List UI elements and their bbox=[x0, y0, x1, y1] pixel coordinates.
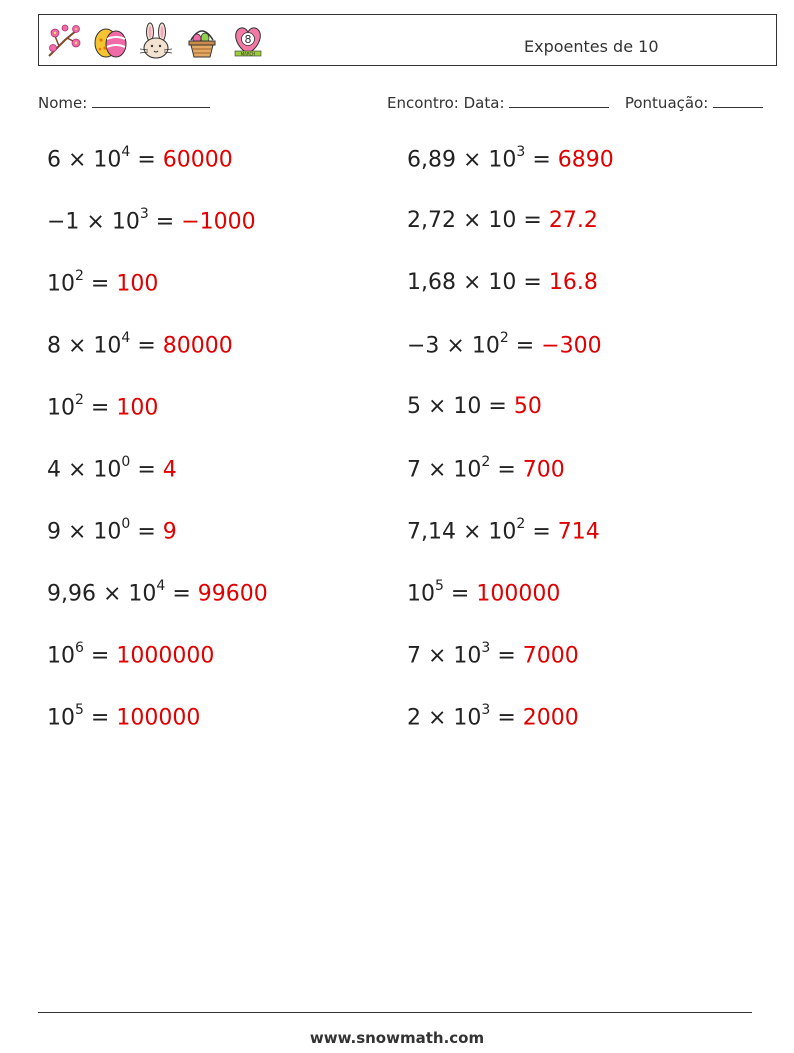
problem-question: −1 × 10 bbox=[47, 209, 140, 235]
problem-exponent: 0 bbox=[121, 516, 131, 532]
problem-item bbox=[407, 704, 579, 730]
problem-question: 7,14 × 10 bbox=[407, 519, 517, 545]
problem-item bbox=[47, 580, 268, 606]
problem-answer: −300 bbox=[541, 333, 602, 359]
problem-item bbox=[47, 270, 158, 296]
problem-exponent: 6 bbox=[75, 640, 84, 656]
problem-exponent: 5 bbox=[75, 702, 84, 718]
equals-sign: = bbox=[83, 395, 117, 421]
equals-sign: = bbox=[83, 643, 117, 669]
problem-question: 10 bbox=[47, 395, 75, 421]
equals-sign: = bbox=[83, 705, 117, 731]
footer-url: www.snowmath.com bbox=[309, 1029, 485, 1047]
problem-item bbox=[407, 270, 598, 295]
problem-exponent: 2 bbox=[75, 268, 84, 284]
equals-sign: = bbox=[490, 705, 523, 731]
problem-exponent: 0 bbox=[121, 454, 131, 470]
equals-sign: = bbox=[481, 394, 514, 419]
problem-answer: 714 bbox=[557, 519, 600, 545]
heart-number: 8 bbox=[244, 33, 252, 46]
problem-item bbox=[407, 394, 542, 419]
problem-item bbox=[47, 456, 177, 482]
problem-answer: −1000 bbox=[181, 209, 256, 235]
problem-question: 10 bbox=[47, 643, 75, 669]
equals-sign: = bbox=[165, 581, 198, 607]
problem-item bbox=[47, 704, 200, 730]
problem-answer: 60000 bbox=[162, 147, 233, 173]
problem-item bbox=[407, 456, 565, 482]
problem-answer: 9 bbox=[162, 519, 177, 545]
problem-question: 2 × 10 bbox=[407, 705, 482, 731]
name-label: Nome: bbox=[38, 94, 88, 112]
score-blank[interactable] bbox=[713, 93, 763, 108]
meeting-date-label: Encontro: Data: bbox=[387, 94, 505, 112]
problem-answer: 700 bbox=[522, 457, 565, 483]
problem-item bbox=[407, 208, 598, 233]
problem-exponent: 3 bbox=[481, 702, 491, 718]
problem-question: 6,89 × 10 bbox=[407, 147, 517, 173]
problem-exponent: 4 bbox=[156, 578, 166, 594]
problem-item bbox=[47, 146, 233, 172]
equals-sign: = bbox=[516, 208, 549, 233]
easter-egg-icon bbox=[91, 22, 129, 60]
equals-sign: = bbox=[148, 209, 182, 235]
problem-question: 4 × 10 bbox=[47, 457, 122, 483]
problem-item bbox=[407, 518, 600, 544]
problem-question: 10 bbox=[47, 705, 75, 731]
problem-answer: 1000000 bbox=[116, 643, 215, 669]
bunny-icon bbox=[137, 22, 175, 60]
worksheet-header bbox=[38, 14, 777, 66]
problem-question: 9 × 10 bbox=[47, 519, 122, 545]
problem-answer: 16.8 bbox=[548, 270, 598, 295]
problem-item bbox=[47, 332, 233, 358]
problem-item bbox=[47, 208, 256, 234]
equals-sign: = bbox=[508, 333, 542, 359]
problem-exponent: 2 bbox=[75, 392, 84, 408]
march-8-heart-icon bbox=[229, 22, 267, 60]
problem-question: 9,96 × 10 bbox=[47, 581, 157, 607]
problem-answer: 99600 bbox=[197, 581, 268, 607]
cherry-blossom-icon bbox=[45, 22, 83, 60]
problem-exponent: 3 bbox=[481, 640, 491, 656]
problem-answer: 2000 bbox=[522, 705, 579, 731]
equals-sign: = bbox=[443, 581, 477, 607]
heart-ribbon-text: MARCH bbox=[240, 51, 256, 57]
date-blank[interactable] bbox=[509, 93, 609, 108]
problem-question: 10 bbox=[47, 271, 75, 297]
problem-question: 5 × 10 bbox=[407, 394, 482, 419]
problem-exponent: 3 bbox=[516, 144, 526, 160]
problem-question: 8 × 10 bbox=[47, 333, 122, 359]
problem-answer: 100 bbox=[116, 271, 159, 297]
problem-answer: 27.2 bbox=[548, 208, 598, 233]
problem-item bbox=[407, 642, 579, 668]
problem-answer: 100000 bbox=[116, 705, 201, 731]
problem-answer: 80000 bbox=[162, 333, 233, 359]
problem-exponent: 4 bbox=[121, 330, 131, 346]
problem-item bbox=[47, 394, 158, 420]
equals-sign: = bbox=[525, 147, 558, 173]
problem-question: 10 bbox=[407, 581, 435, 607]
problem-answer: 6890 bbox=[557, 147, 614, 173]
score-label: Pontuação: bbox=[624, 94, 709, 112]
problem-question: 7 × 10 bbox=[407, 643, 482, 669]
problem-exponent: 2 bbox=[481, 454, 491, 470]
problem-exponent: 2 bbox=[499, 330, 509, 346]
problem-item bbox=[47, 642, 214, 668]
header-icons bbox=[45, 22, 267, 60]
problem-answer: 100 bbox=[116, 395, 159, 421]
problem-answer: 100000 bbox=[476, 581, 561, 607]
meeting-date-field bbox=[387, 93, 763, 112]
problem-answer: 50 bbox=[513, 394, 542, 419]
problem-item bbox=[407, 146, 614, 172]
problem-question: 2,72 × 10 bbox=[407, 208, 517, 233]
problem-question: 1,68 × 10 bbox=[407, 270, 517, 295]
problem-exponent: 5 bbox=[435, 578, 444, 594]
name-blank[interactable] bbox=[92, 93, 210, 108]
footer-divider bbox=[38, 1012, 752, 1013]
problem-exponent: 4 bbox=[121, 144, 131, 160]
problem-answer: 7000 bbox=[522, 643, 579, 669]
problem-question: 6 × 10 bbox=[47, 147, 122, 173]
problem-exponent: 2 bbox=[516, 516, 526, 532]
equals-sign: = bbox=[525, 519, 558, 545]
equals-sign: = bbox=[130, 519, 163, 545]
equals-sign: = bbox=[130, 147, 163, 173]
problem-answer: 4 bbox=[162, 457, 177, 483]
problem-item bbox=[407, 580, 560, 606]
equals-sign: = bbox=[516, 270, 549, 295]
problem-item bbox=[407, 332, 602, 358]
equals-sign: = bbox=[490, 643, 523, 669]
problem-exponent: 3 bbox=[139, 206, 149, 222]
problem-question: −3 × 10 bbox=[407, 333, 500, 359]
name-field bbox=[38, 93, 210, 112]
problem-question: 7 × 10 bbox=[407, 457, 482, 483]
equals-sign: = bbox=[490, 457, 523, 483]
worksheet-title: Expoentes de 10 bbox=[524, 37, 659, 56]
equals-sign: = bbox=[83, 271, 117, 297]
easter-basket-icon bbox=[183, 22, 221, 60]
equals-sign: = bbox=[130, 333, 163, 359]
problem-item bbox=[47, 518, 177, 544]
equals-sign: = bbox=[130, 457, 163, 483]
